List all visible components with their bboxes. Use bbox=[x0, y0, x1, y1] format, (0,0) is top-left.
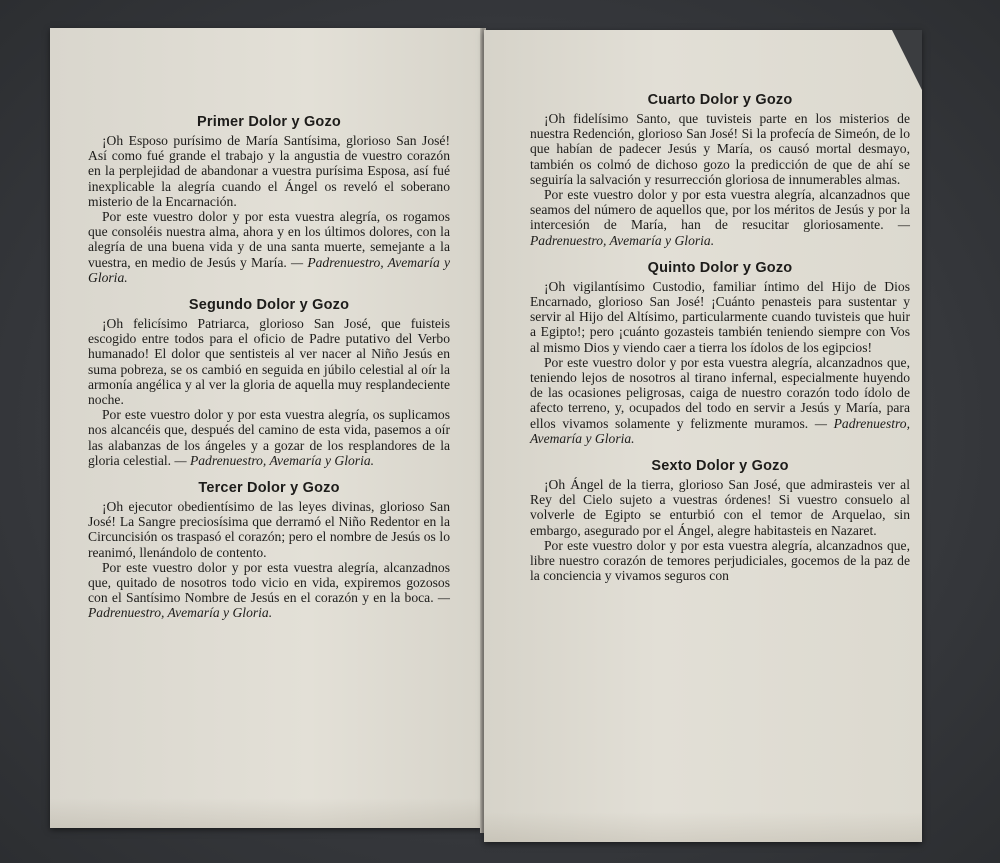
paragraph bbox=[88, 407, 450, 468]
section-sexto-dolor bbox=[530, 458, 910, 583]
section-title: Segundo Dolor y Gozo bbox=[188, 297, 350, 314]
closing-prayer: — Padrenuestro, Avemaría y Gloria. bbox=[88, 254, 450, 285]
section-tercer-dolor bbox=[88, 480, 450, 621]
paragraph-text: Por este vuestro dolor y por esta vuestra alegría, alcanzadnos que, teniendo lejos de nosotros al tirano infernal, especialmente huyendo de las ocasiones peligrosas, caiga de nuestro corazón todo ídolo de afecto terreno, y, ocupados del todo en servir a Jesús y María, para ellos vivamos solamente y felizmente muramos. bbox=[530, 354, 910, 431]
section-title: Primer Dolor y Gozo bbox=[197, 114, 341, 130]
section-title: Quinto Dolor y Gozo bbox=[647, 259, 793, 276]
paragraph bbox=[530, 187, 910, 248]
section-title: Sexto Dolor y Gozo bbox=[651, 458, 789, 475]
closing-prayer: — Padrenuestro, Avemaría y Gloria. bbox=[530, 415, 910, 446]
paragraph bbox=[530, 355, 910, 446]
closing-prayer: —Padrenuestro, Avemaría y Gloria. bbox=[88, 590, 450, 621]
section-quinto-dolor bbox=[530, 260, 910, 446]
closing-prayer: — Padrenuestro, Avemaría y Gloria. bbox=[174, 452, 375, 468]
paper-wear bbox=[484, 812, 922, 842]
paragraph: ¡Oh Ángel de la tierra, glorioso San José, que admirasteis ver al Rey del Cielo sujeto a vuestras órdenes! Si vuestro consuelo al volverle de Egipto se enturbió con el temor de Arquelao, sin embargo, asegurado por el Ángel, alegre habitasteis en Nazaret. bbox=[530, 477, 910, 538]
right-page bbox=[484, 30, 922, 842]
paragraph: ¡Oh Esposo purísimo de María Santísima, glorioso San José! Así como fué grande el trabajo y la angustia de vuestro corazón en la perplejidad de abandonar a vuestra purísima Esposa, así fué inexplicable la alegría cuando el Ángel os reveló el soberano misterio de la Encarnación. bbox=[88, 133, 450, 209]
left-page bbox=[50, 28, 482, 828]
paragraph: ¡Oh fidelísimo Santo, que tuvisteis parte en los misterios de nuestra Redención, glorioso San José! Si la profecía de Simeón, de lo que habían de padecer Jesús y María, os causó mortal desmayo, también os colmó de dichoso gozo la predicción de que de ahí se seguiría la salvación y resurrección gloriosa de innumerables almas. bbox=[530, 111, 910, 187]
paragraph: Por este vuestro dolor y por esta vuestra alegría, alcanzadnos que, libre nuestro corazón de temores perjudiciales, gocemos de la paz de la conciencia y vivamos seguros con bbox=[530, 537, 910, 584]
paragraph: ¡Oh felicísimo Patriarca, glorioso San José, que fuisteis escogido entre todos para el oficio de Padre putativo del Verbo humanado! El dolor que sentisteis al ver nacer al Niño Jesús en suma pobreza, se os cambió en seguida en júbilo celestial al oír la armonía angélica y al ver la gloria de aquella muy resplandeciente noche. bbox=[88, 316, 450, 408]
paragraph-text: Por este vuestro dolor y por esta vuestra alegría, os rogamos que consoléis nuestra alma, ahora y en los últimos dolores, con la alegría de una buena vida y de una santa muerte, semejante a la vuestra, en medio de Jesús y María. bbox=[88, 209, 450, 270]
section-title: Cuarto Dolor y Gozo bbox=[647, 92, 793, 108]
closing-prayer: — Padrenuestro, Avemaría y Gloria. bbox=[530, 217, 910, 248]
paragraph bbox=[88, 560, 450, 621]
paragraph-text: Por este vuestro dolor y por esta vuestra alegría, alcanzadnos que, quitado de nosotros todo vicio en vida, expiremos gozosos con el Santísimo Nombre de Jesús en el corazón y en la boca. bbox=[88, 559, 450, 606]
paragraph: ¡Oh vigilantísimo Custodio, familiar íntimo del Hijo de Dios Encarnado, glorioso San José! ¡Cuánto penasteis para sustentar y servir al Hijo del Altísimo, particularmente cuando tuvisteis que huir a Egipto!; pero ¡cuánto gozasteis también teniendo siempre con Vos al mismo Dios y viendo caer a tierra los ídolos de los egipcios! bbox=[530, 278, 910, 355]
left-page-column bbox=[88, 114, 450, 633]
section-title: Tercer Dolor y Gozo bbox=[198, 480, 340, 497]
paragraph bbox=[88, 209, 450, 285]
section-cuarto-dolor bbox=[530, 92, 910, 248]
folded-corner bbox=[892, 30, 922, 90]
section-segundo-dolor bbox=[88, 297, 450, 468]
section-primer-dolor bbox=[88, 114, 450, 285]
paragraph-text: Por este vuestro dolor y por esta vuestra alegría, alcanzadnos que seamos del número de aquellos que, por los méritos de Jesús y por la intercesión de María, han de resucitar gloriosamente. bbox=[530, 187, 910, 233]
right-page-column bbox=[530, 92, 910, 595]
paragraph-text: Por este vuestro dolor y por esta vuestra alegría, os suplicamos nos alcancéis que, después del camino de esta vida, pasemos a oír las alabanzas de los ángeles y a gozar de los resplandores de la gloria celestial. bbox=[88, 407, 450, 468]
paragraph: ¡Oh ejecutor obedientísimo de las leyes divinas, glorioso San José! La Sangre preciosísima que derramó el Niño Redentor en la Circuncisión os traspasó el corazón; pero el nombre de Jesús os lo reanimó, llenándolo de contento. bbox=[88, 499, 450, 560]
paper-wear bbox=[50, 798, 482, 828]
